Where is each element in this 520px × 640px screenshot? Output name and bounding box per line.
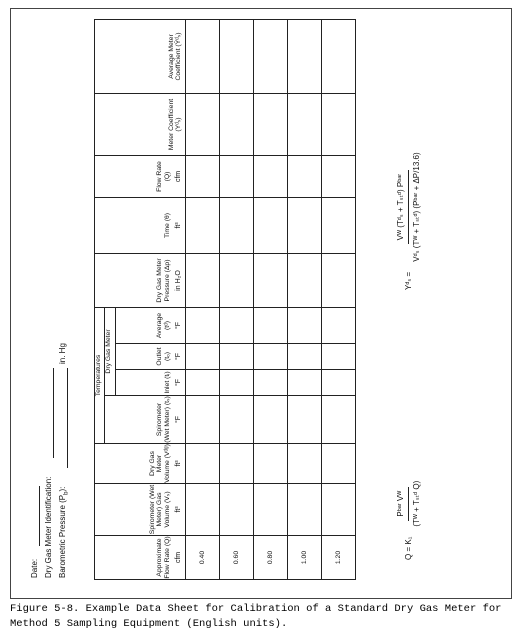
blank-entry-cell[interactable]: [287, 308, 321, 344]
col-meter-coefficient: Meter Coefficient (Yᵈₛ): [95, 94, 186, 156]
col-flow-rate-approx: Approximate Flow Rate (Q) cfm: [95, 536, 186, 580]
rotated-sheet-content: [24, 14, 496, 586]
data-sheet: [24, 14, 496, 586]
blank-entry-cell[interactable]: [253, 308, 287, 344]
pressure-underline: [67, 368, 68, 468]
approx-flow-rate-cell: 0.60: [219, 536, 253, 580]
blank-entry-cell[interactable]: [185, 444, 219, 484]
formula-y-lhs: Yᵈₛ =: [404, 271, 413, 290]
blank-entry-cell[interactable]: [219, 254, 253, 308]
blank-entry-cell[interactable]: [321, 156, 355, 198]
blank-entry-cell[interactable]: [185, 156, 219, 198]
blank-entry-cell[interactable]: [185, 344, 219, 370]
date-label: Date:: [30, 558, 39, 578]
blank-entry-cell[interactable]: [219, 94, 253, 156]
approx-flow-rate-cell: 1.00: [287, 536, 321, 580]
group-header-row-1: [95, 20, 105, 580]
blank-entry-cell[interactable]: [321, 198, 355, 254]
blank-entry-cell[interactable]: [287, 94, 321, 156]
blank-entry-cell[interactable]: [253, 444, 287, 484]
col-outlet-temp: Outlet (tₒ) °F: [115, 344, 185, 370]
blank-entry-cell[interactable]: [253, 94, 287, 156]
formula-y-fraction: [396, 148, 421, 265]
blank-entry-cell[interactable]: [321, 484, 355, 536]
formula-flow-rate: [396, 477, 421, 560]
approx-flow-rate-cell: 0.80: [253, 536, 287, 580]
table-body: [185, 20, 355, 580]
formula-q-denominator: (Tᵂ + Tₛₜᵈ Q): [412, 480, 421, 527]
blank-entry-cell[interactable]: [321, 396, 355, 444]
blank-entry-cell[interactable]: [185, 370, 219, 396]
col-average-meter-coefficient: Average Meter Coefficient (Ȳᵈₛ): [95, 20, 186, 94]
blank-entry-cell[interactable]: [287, 444, 321, 484]
blank-entry-cell[interactable]: [219, 20, 253, 94]
blank-entry-cell[interactable]: [219, 444, 253, 484]
blank-entry-cell[interactable]: [219, 344, 253, 370]
blank-entry-cell[interactable]: [219, 396, 253, 444]
calibration-table: [94, 19, 356, 580]
blank-entry-cell[interactable]: [219, 484, 253, 536]
blank-entry-cell[interactable]: [253, 198, 287, 254]
blank-entry-cell[interactable]: [287, 20, 321, 94]
formula-q-numerator: Pᵇᵃʳ Vᵂ: [396, 487, 409, 521]
blank-entry-cell[interactable]: [253, 344, 287, 370]
blank-entry-cell[interactable]: [253, 484, 287, 536]
blank-entry-cell[interactable]: [321, 254, 355, 308]
col-spirometer-volume: Spirometer (Wet Meter) Gas Volume (Vₛ) ft³: [95, 484, 186, 536]
blank-entry-cell[interactable]: [253, 254, 287, 308]
table-row: [321, 20, 355, 580]
blank-entry-cell[interactable]: [287, 198, 321, 254]
date-underline: [39, 486, 40, 546]
col-spirometer-temp: Spirometer (Wet Meter) (tₛ) °F: [105, 396, 185, 444]
meter-id-underline: [53, 368, 54, 458]
blank-entry-cell[interactable]: [185, 308, 219, 344]
col-dgm-pressure: Dry Gas Meter Pressure (Δp) in H₂O: [95, 254, 186, 308]
blank-entry-cell[interactable]: [253, 396, 287, 444]
temperatures-group-header: Temperatures: [95, 308, 105, 444]
blank-entry-cell[interactable]: [185, 484, 219, 536]
formula-y-numerator: Vᵂ (Tᵈₛ + Tₛₜᵈ) Pᵇᵃʳ: [396, 170, 409, 244]
col-inlet-temp: Inlet (tᵢ) °F: [115, 370, 185, 396]
col-flow-rate: Flow Rate (Q) cfm: [95, 156, 186, 198]
blank-entry-cell[interactable]: [287, 156, 321, 198]
blank-entry-cell[interactable]: [287, 370, 321, 396]
col-time: Time (θ) ft³: [95, 198, 186, 254]
blank-entry-cell[interactable]: [219, 198, 253, 254]
formula-q-lhs: Q = K₁: [404, 536, 413, 560]
blank-entry-cell[interactable]: [287, 484, 321, 536]
pressure-unit: in. Hg: [58, 343, 67, 364]
formula-y-denominator: Vᵈₛ (Tᵂ + Tₛₜᵈ) (Pᵇᵃʳ + ΔP/13.6): [412, 152, 421, 262]
dry-gas-meter-group-header: Dry Gas Meter: [105, 308, 115, 396]
blank-entry-cell[interactable]: [321, 444, 355, 484]
blank-entry-cell[interactable]: [185, 20, 219, 94]
blank-entry-cell[interactable]: [185, 94, 219, 156]
blank-entry-cell[interactable]: [287, 396, 321, 444]
meter-id-label: Dry Gas Meter Identification:: [44, 476, 53, 578]
formula-meter-coefficient: [396, 148, 421, 290]
table-row: [185, 20, 219, 580]
barometric-pressure-label: Barometric Pressure $(P_b)$:: [58, 486, 70, 578]
blank-entry-cell[interactable]: [219, 308, 253, 344]
col-dry-gas-meter-volume: Dry Gas Meter Volume (Vᵈᵍ) ft³: [95, 444, 186, 484]
blank-entry-cell[interactable]: [253, 156, 287, 198]
blank-entry-cell[interactable]: [287, 344, 321, 370]
approx-flow-rate-cell: 1.20: [321, 536, 355, 580]
blank-entry-cell[interactable]: [185, 254, 219, 308]
blank-entry-cell[interactable]: [253, 370, 287, 396]
table-row: [287, 20, 321, 580]
blank-entry-cell[interactable]: [219, 370, 253, 396]
formula-q-fraction: [396, 477, 421, 531]
figure-caption: Figure 5-8. Example Data Sheet for Calibration of a Standard Dry Gas Meter for Method 5 Sampling Equipment (English units).: [10, 603, 502, 630]
blank-entry-cell[interactable]: [287, 254, 321, 308]
blank-entry-cell[interactable]: [321, 94, 355, 156]
blank-entry-cell[interactable]: [253, 20, 287, 94]
blank-entry-cell[interactable]: [321, 370, 355, 396]
blank-entry-cell[interactable]: [185, 198, 219, 254]
blank-entry-cell[interactable]: [321, 344, 355, 370]
table-row: [253, 20, 287, 580]
approx-flow-rate-cell: 0.40: [185, 536, 219, 580]
col-average-temp: Average (tᵈ) °F: [115, 308, 185, 344]
formulas: [366, 20, 486, 580]
blank-entry-cell[interactable]: [321, 308, 355, 344]
blank-entry-cell[interactable]: [185, 396, 219, 444]
blank-entry-cell[interactable]: [219, 156, 253, 198]
table-row: [219, 20, 253, 580]
blank-entry-cell[interactable]: [321, 20, 355, 94]
